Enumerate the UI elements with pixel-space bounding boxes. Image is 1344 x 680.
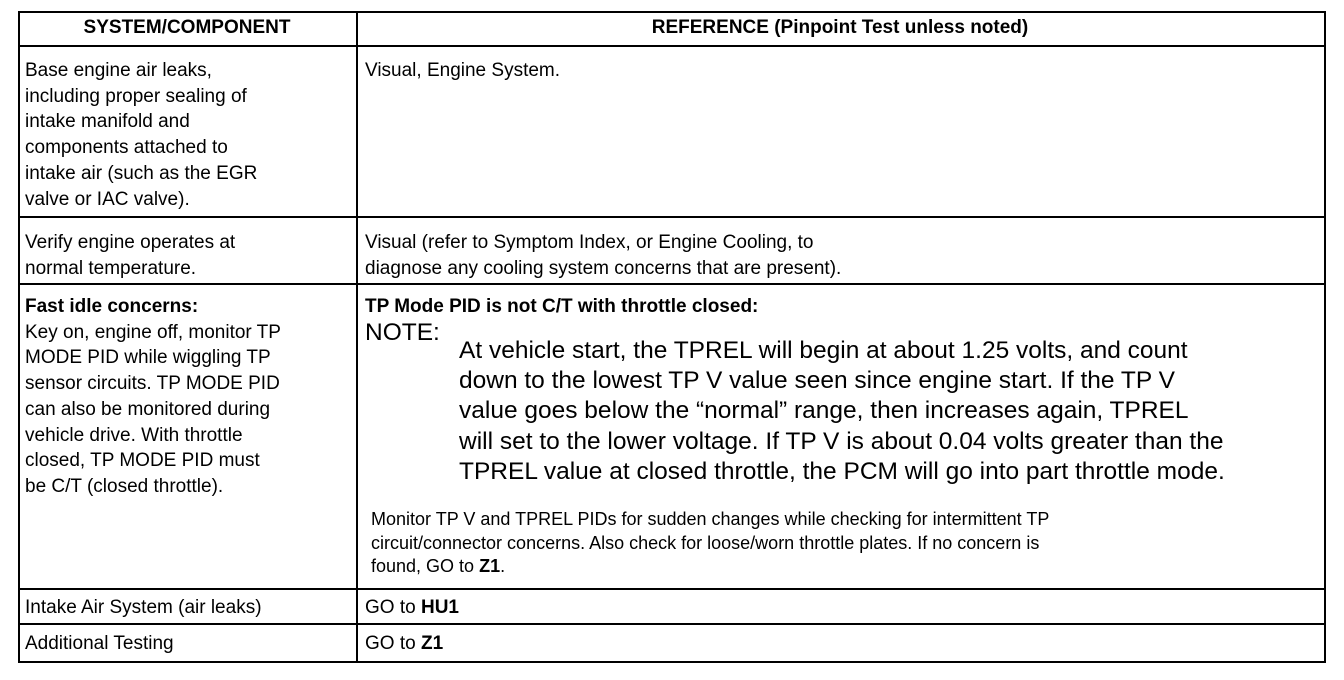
note-line: At vehicle start, the TPREL will begin at about 1.25 volts, and count xyxy=(459,337,1188,364)
text-line: diagnose any cooling system concerns that are present). xyxy=(365,257,842,279)
text-line: sensor circuits. TP MODE PID xyxy=(25,373,280,395)
header-system-component: SYSTEM/COMPONENT xyxy=(83,17,291,38)
go-to-label: found, GO to xyxy=(371,556,475,576)
text-line: circuit/connector concerns. Also check for loose/worn throttle plates. If no concern is xyxy=(371,532,1040,553)
punctuation: . xyxy=(500,556,506,576)
note-line: down to the lowest TP V value seen since engine start. If the TP V xyxy=(459,367,1175,395)
text-line: Additional Testing xyxy=(25,633,174,654)
row1-component xyxy=(25,58,257,212)
row3-reference-title xyxy=(365,294,758,320)
text-line: including proper sealing of xyxy=(25,85,247,107)
text-line: MODE PID while wiggling TP xyxy=(25,347,271,369)
column-divider xyxy=(356,13,358,661)
go-to-target: Z1 xyxy=(479,556,501,576)
note-line: TPREL value at closed throttle, the PCM will go into part throttle mode. xyxy=(459,457,1225,485)
row-divider xyxy=(20,588,1324,590)
text-line: intake manifold and xyxy=(25,111,190,133)
go-to-target: HU1 xyxy=(420,597,459,618)
row5-reference xyxy=(365,631,443,657)
text-line: closed, TP MODE PID must xyxy=(25,450,260,472)
text-line: components attached to xyxy=(25,137,228,159)
go-to-target: Z1 xyxy=(420,633,444,654)
text-line: can also be monitored during xyxy=(25,398,271,420)
text-line: vehicle drive. With throttle xyxy=(25,424,243,446)
text-line: Visual (refer to Symptom Index, or Engine Cooling, to xyxy=(365,232,814,253)
go-to-label: GO to xyxy=(365,633,416,654)
text-line: Intake Air System (air leaks) xyxy=(25,597,262,618)
text-line: Visual, Engine System. xyxy=(365,60,561,81)
header-reference: REFERENCE (Pinpoint Test unless noted) xyxy=(651,17,1029,38)
row-divider xyxy=(20,45,1324,47)
component-title: Fast idle concerns: xyxy=(25,296,199,317)
row-divider xyxy=(20,216,1324,218)
go-to-label: GO to xyxy=(365,597,416,618)
row3-reference-body xyxy=(371,508,1049,579)
row1-reference xyxy=(365,58,560,84)
row3-component xyxy=(25,294,281,500)
row2-component xyxy=(25,230,235,281)
text-line: normal temperature. xyxy=(25,257,197,279)
row2-reference xyxy=(365,230,841,281)
text-line: Verify engine operates at xyxy=(25,232,236,253)
text-line: Base engine air leaks, xyxy=(25,60,212,81)
reference-title: TP Mode PID is not C/T with throttle closed: xyxy=(365,296,759,317)
text-line: Monitor TP V and TPREL PIDs for sudden changes while checking for intermittent TP xyxy=(371,509,1050,529)
text-line: be C/T (closed throttle). xyxy=(25,475,224,497)
text-line xyxy=(371,555,1049,579)
note-line: value goes below the “normal” range, then increases again, TPREL xyxy=(459,397,1189,425)
row-divider xyxy=(20,623,1324,625)
note-body xyxy=(459,336,1225,487)
row4-reference xyxy=(365,595,459,621)
row4-component xyxy=(25,595,262,621)
row5-component xyxy=(25,631,174,657)
text-line: valve or IAC valve). xyxy=(25,188,190,210)
text-line: Key on, engine off, monitor TP xyxy=(25,321,281,343)
note-label: NOTE: xyxy=(365,319,440,346)
note-line: will set to the lower voltage. If TP V is about 0.04 volts greater than the xyxy=(459,427,1224,455)
row-divider xyxy=(20,283,1324,285)
text-line: intake air (such as the EGR xyxy=(25,162,258,184)
